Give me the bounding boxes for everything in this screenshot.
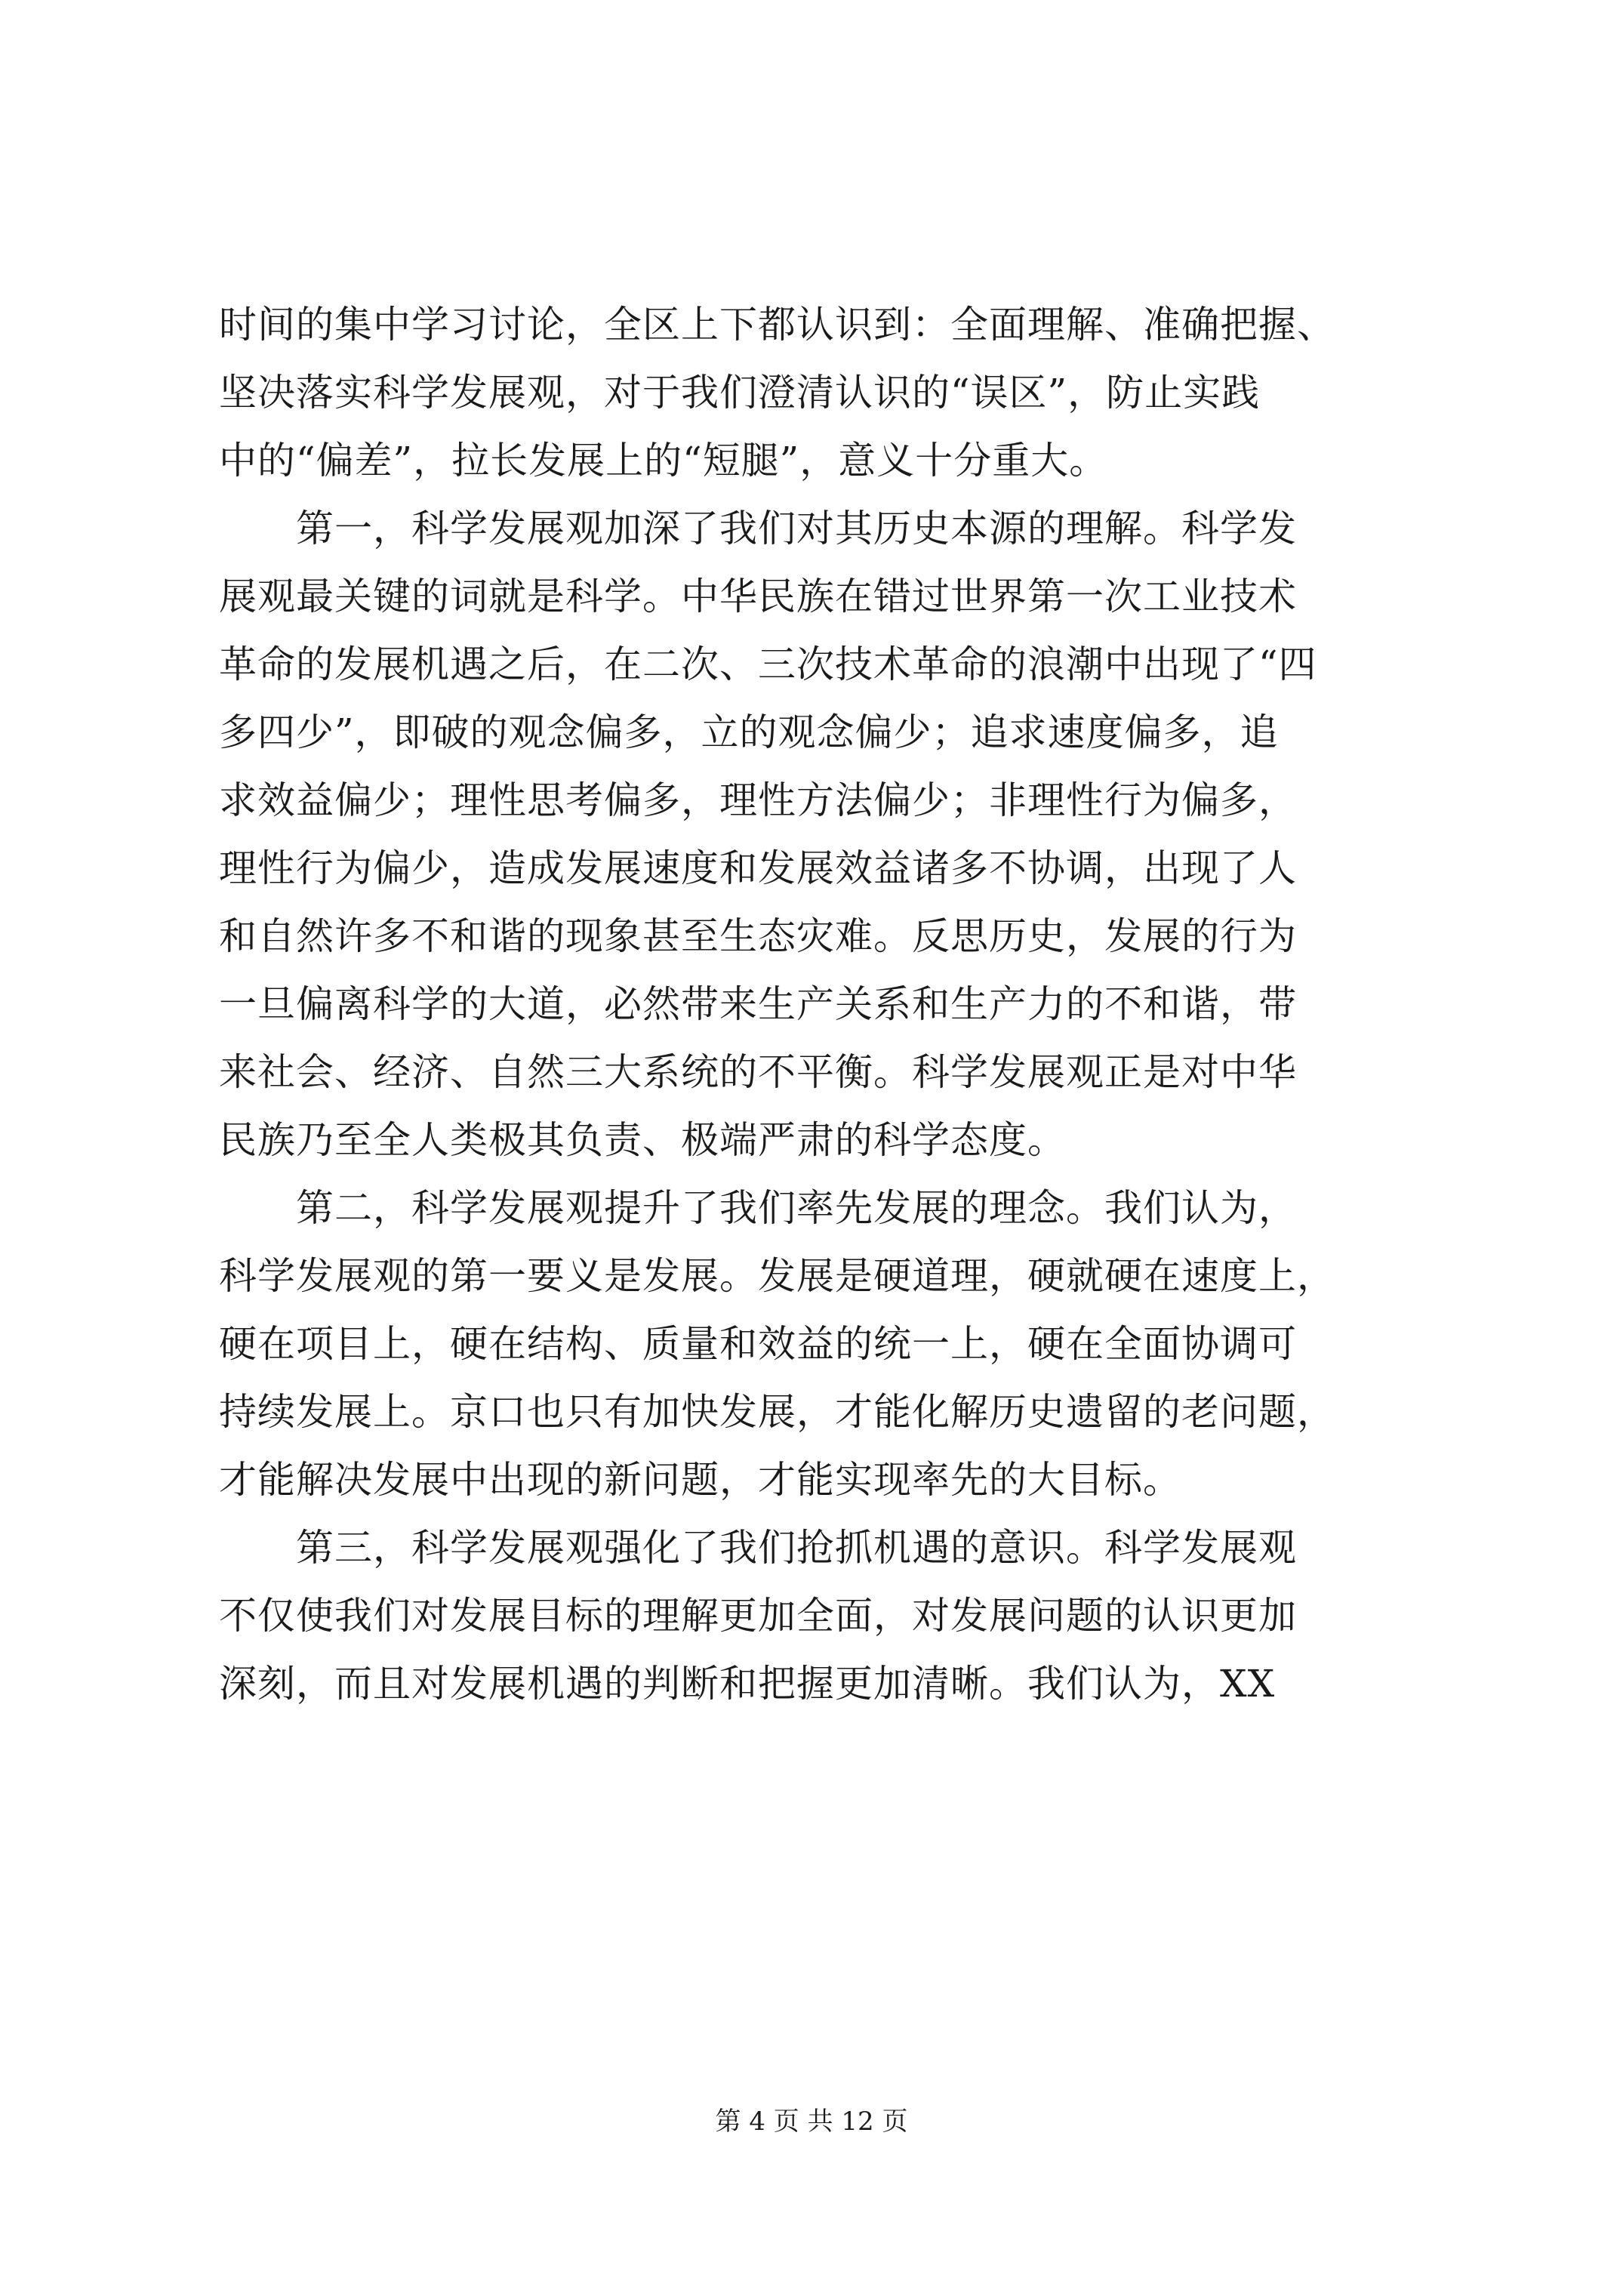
text-line: 求效益偏少；理性思考偏多，理性方法偏少；非理性行为偏多， <box>219 778 1297 822</box>
text-line: 革命的发展机遇之后，在二次、三次技术革命的浪潮中出现了“四 <box>219 643 1317 686</box>
text-line: 和自然许多不和谐的现象甚至生态灾难。反思历史，发展的行为 <box>219 914 1297 958</box>
text-line: 不仅使我们对发展目标的理解更加全面，对发展问题的认识更加 <box>219 1594 1297 1638</box>
text-line: 一旦偏离科学的大道，必然带来生产关系和生产力的不和谐，带 <box>219 982 1297 1026</box>
text-line: 理性行为偏少，造成发展速度和发展效益诸多不协调，出现了人 <box>219 846 1297 890</box>
text-line: 多四少”，即破的观念偏多，立的观念偏少；追求速度偏多，追 <box>219 710 1279 754</box>
text-line: 中的“偏差”，拉长发展上的“短腿”，意义十分重大。 <box>219 439 1108 482</box>
text-line: 坚决落实科学发展观，对于我们澄清认识的“误区”，防止实践 <box>219 371 1261 415</box>
text-line: 展观最关键的词就是科学。中华民族在错过世界第一次工业技术 <box>219 575 1297 618</box>
text-line: 第二，科学发展观提升了我们率先发展的理念。我们认为， <box>219 1186 1297 1230</box>
text-line: 民族乃至全人类极其负责、极端严肃的科学态度。 <box>219 1118 1066 1162</box>
text-line: 持续发展上。京口也只有加快发展，才能化解历史遗留的老问题， <box>219 1390 1335 1434</box>
document-body <box>219 291 1412 1718</box>
text-line: 硬在项目上，硬在结构、质量和效益的统一上，硬在全面协调可 <box>219 1322 1297 1366</box>
text-line: 才能解决发展中出现的新问题，才能实现率先的大目标。 <box>219 1458 1181 1502</box>
text-line: 第三，科学发展观强化了我们抢抓机遇的意识。科学发展观 <box>219 1526 1297 1570</box>
text-line: 科学发展观的第一要义是发展。发展是硬道理，硬就硬在速度上， <box>219 1254 1335 1298</box>
text-line: 深刻，而且对发展机遇的判断和把握更加清晰。我们认为，XX <box>219 1662 1276 1706</box>
text-line: 时间的集中学习讨论，全区上下都认识到：全面理解、准确把握、 <box>219 303 1335 347</box>
page-number-footer: 第 4 页 共 12 页 <box>715 2106 908 2137</box>
text-line: 来社会、经济、自然三大系统的不平衡。科学发展观正是对中华 <box>219 1050 1297 1094</box>
text-line: 第一，科学发展观加深了我们对其历史本源的理解。科学发 <box>219 507 1297 550</box>
